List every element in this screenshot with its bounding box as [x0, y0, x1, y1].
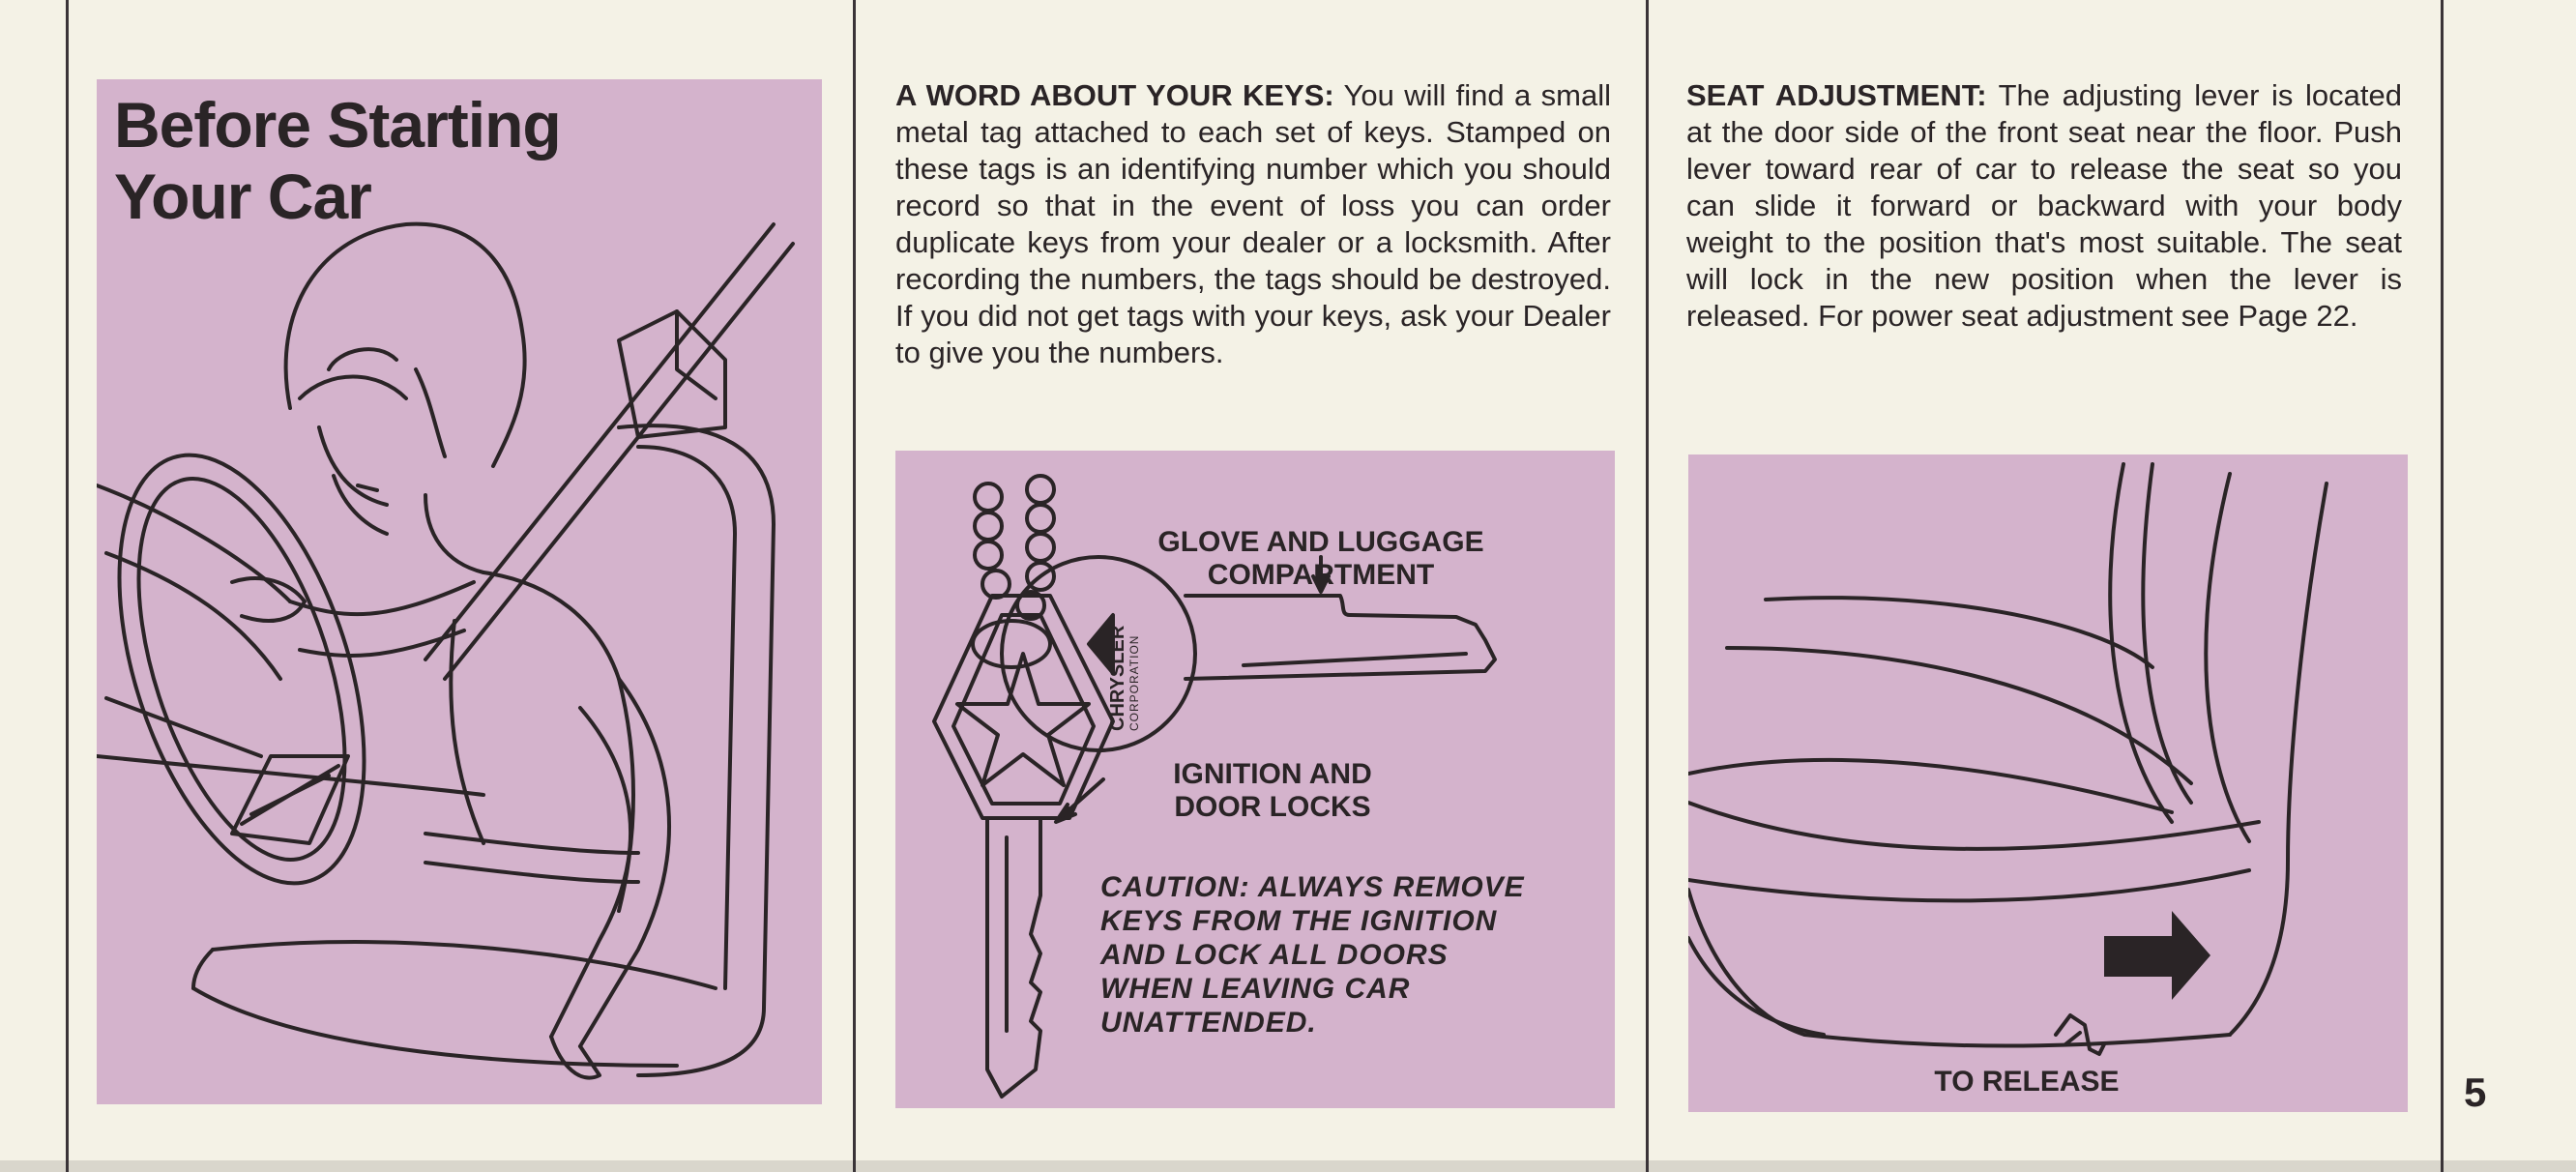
column-divider-3 — [1646, 0, 1649, 1172]
driver-illustration — [97, 79, 822, 1104]
keys-body: You will find a small metal tag attached to each set of keys. Stamped on these tags is an identifying number which you should record so that in the event of loss you can order duplicate keys from your dealer or a locksmith. After recording the numbers, the tags should be destroyed. If you did not get tags with your keys, ask your Dealer to give you the numbers. — [895, 78, 1611, 369]
brand-text — [1062, 625, 1197, 731]
bottom-edge — [0, 1160, 2576, 1172]
brand-line-1: CHRYSLER — [1107, 625, 1128, 731]
to-release-label: TO RELEASE — [1934, 1066, 2120, 1098]
keys-illustration-panel — [895, 451, 1615, 1108]
caution-line-2: KEYS FROM THE IGNITION — [1100, 905, 1498, 937]
ignition-door-label — [1127, 758, 1418, 824]
column-divider-1 — [66, 0, 69, 1172]
glove-label-line-2: COMPARTMENT — [1207, 559, 1435, 591]
caution-line-1: CAUTION: ALWAYS REMOVE — [1100, 871, 1525, 903]
ignition-label-line-2: DOOR LOCKS — [1174, 791, 1371, 823]
driver-illustration-panel — [97, 79, 822, 1104]
seat-illustration-panel — [1688, 454, 2408, 1112]
page-heading — [114, 89, 561, 232]
seat-lead: SEAT ADJUSTMENT: — [1686, 78, 1987, 112]
seat-body: The adjusting lever is located at the door side of the front seat near the floor. Push lever toward rear of car to release the seat so you can slide it forward or backward with your body weight to the position that's most suitable. The seat will lock in the new position when the lever is released. For power seat adjustment see Page 22. — [1686, 78, 2402, 333]
seat-paragraph — [1686, 77, 2402, 335]
caution-note — [1100, 870, 1603, 1040]
glove-label-line-1: GLOVE AND LUGGAGE — [1157, 526, 1484, 558]
brand-line-2: CORPORATION — [1127, 634, 1141, 731]
column-divider-4 — [2441, 0, 2444, 1172]
heading-line-1: Before Starting — [114, 89, 561, 161]
seat-illustration — [1688, 454, 2408, 1112]
keys-paragraph — [895, 77, 1611, 371]
caution-line-4: WHEN LEAVING CAR — [1100, 973, 1411, 1005]
caution-line-3: AND LOCK ALL DOORS — [1100, 939, 1449, 971]
column-divider-2 — [853, 0, 856, 1172]
page-number: 5 — [2464, 1069, 2487, 1115]
ignition-label-line-1: IGNITION AND — [1173, 758, 1372, 790]
caution-line-5: UNATTENDED. — [1100, 1007, 1317, 1039]
glove-luggage-label — [1118, 526, 1524, 592]
keys-lead: A WORD ABOUT YOUR KEYS: — [895, 78, 1334, 112]
heading-line-2: Your Car — [114, 161, 371, 232]
